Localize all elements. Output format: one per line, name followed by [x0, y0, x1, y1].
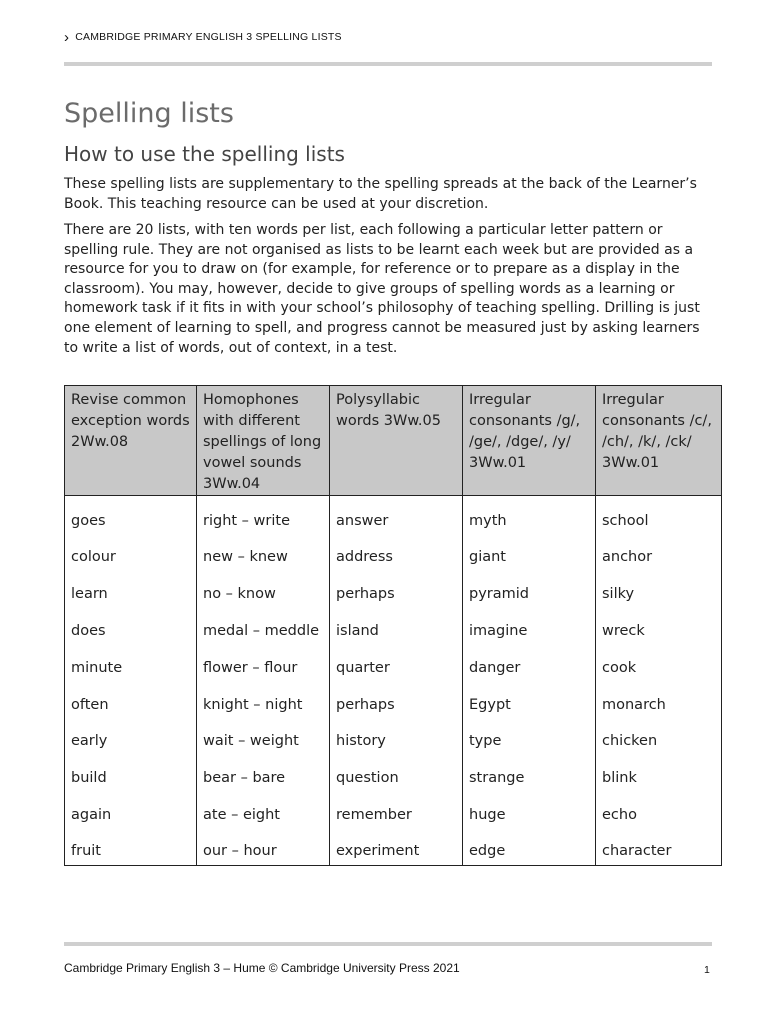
page-title: Spelling lists [64, 98, 234, 129]
table-cell: answer [330, 496, 463, 547]
table-cell: ate – eight [197, 804, 330, 841]
table-row [65, 657, 722, 694]
table-cell: perhaps [330, 583, 463, 620]
table-cell: colour [65, 546, 197, 583]
table-cell: strange [463, 767, 596, 804]
table-cell: school [596, 496, 722, 547]
table-cell: experiment [330, 841, 463, 866]
table-cell: giant [463, 546, 596, 583]
table-cell: early [65, 730, 197, 767]
table-row [65, 583, 722, 620]
table-cell: silky [596, 583, 722, 620]
table-cell: bear – bare [197, 767, 330, 804]
table-cell: pyramid [463, 583, 596, 620]
table-row [65, 804, 722, 841]
table-cell: blink [596, 767, 722, 804]
section-title: How to use the spelling lists [64, 142, 345, 166]
table-cell: imagine [463, 620, 596, 657]
table-cell: perhaps [330, 694, 463, 731]
column-header: Polysyllabic words 3Ww.05 [330, 386, 463, 496]
table-cell: Egypt [463, 694, 596, 731]
table-cell: right – write [197, 496, 330, 547]
table-cell: danger [463, 657, 596, 694]
table-cell: knight – night [197, 694, 330, 731]
table-cell: question [330, 767, 463, 804]
running-header [64, 29, 342, 44]
table-row [65, 620, 722, 657]
table-cell: type [463, 730, 596, 767]
details-paragraph: There are 20 lists, with ten words per list, each following a particular letter pattern or spelling rule. They are not organised as lists to be learnt each week but are provided as a resource for you to draw on (for example, for reference or to prepare as a display in the classroom). You may, however, decide to give groups of spelling words as a learning or homework task if it fits in with your school’s philosophy of teaching spelling. Drilling is just one element of learning to spell, and progress cannot be measured just by asking learners to write a list of words, out of context, in a test. [64, 222, 700, 356]
column-header: Irregular consonants /g/, /ge/, /dge/, /y/ 3Ww.01 [463, 386, 596, 496]
table-cell: does [65, 620, 197, 657]
table-header-row [65, 386, 722, 496]
footer-divider [64, 942, 712, 946]
table-row [65, 841, 722, 866]
page-number: 1 [704, 964, 710, 976]
column-header: Revise common exception words 2Ww.08 [65, 386, 197, 496]
table-cell: character [596, 841, 722, 866]
table-cell: fruit [65, 841, 197, 866]
table-row [65, 694, 722, 731]
table-cell: huge [463, 804, 596, 841]
table-cell: chicken [596, 730, 722, 767]
table-cell: monarch [596, 694, 722, 731]
table-cell: cook [596, 657, 722, 694]
table-cell: our – hour [197, 841, 330, 866]
header-title: CAMBRIDGE PRIMARY ENGLISH 3 SPELLING LISTS [75, 30, 342, 43]
table-cell: echo [596, 804, 722, 841]
table-row [65, 496, 722, 547]
table-cell: wreck [596, 620, 722, 657]
table-cell: remember [330, 804, 463, 841]
table-cell: often [65, 694, 197, 731]
chevron-right-icon: › [64, 29, 70, 46]
table-cell: anchor [596, 546, 722, 583]
table-cell: quarter [330, 657, 463, 694]
table-cell: medal – meddle [197, 620, 330, 657]
table-cell: learn [65, 583, 197, 620]
table-cell: flower – flour [197, 657, 330, 694]
table-row [65, 730, 722, 767]
intro-paragraph: These spelling lists are supplementary to the spelling spreads at the back of the Learner’s Book. This teaching resource can be used at your discretion. [64, 176, 697, 212]
table-cell: address [330, 546, 463, 583]
header-divider [64, 62, 712, 66]
footer-credit: Cambridge Primary English 3 – Hume © Cambridge University Press 2021 [64, 961, 460, 975]
table-cell: history [330, 730, 463, 767]
table-cell: minute [65, 657, 197, 694]
table-cell: again [65, 804, 197, 841]
table-cell: build [65, 767, 197, 804]
table-cell: island [330, 620, 463, 657]
table-row [65, 767, 722, 804]
column-header: Homophones with different spellings of long vowel sounds 3Ww.04 [197, 386, 330, 496]
table-cell: myth [463, 496, 596, 547]
table-cell: edge [463, 841, 596, 866]
table-cell: no – know [197, 583, 330, 620]
table-cell: new – knew [197, 546, 330, 583]
spelling-table [64, 385, 722, 866]
table-cell: wait – weight [197, 730, 330, 767]
table-cell: goes [65, 496, 197, 547]
column-header: Irregular consonants /c/, /ch/, /k/, /ck/ 3Ww.01 [596, 386, 722, 496]
table-row [65, 546, 722, 583]
